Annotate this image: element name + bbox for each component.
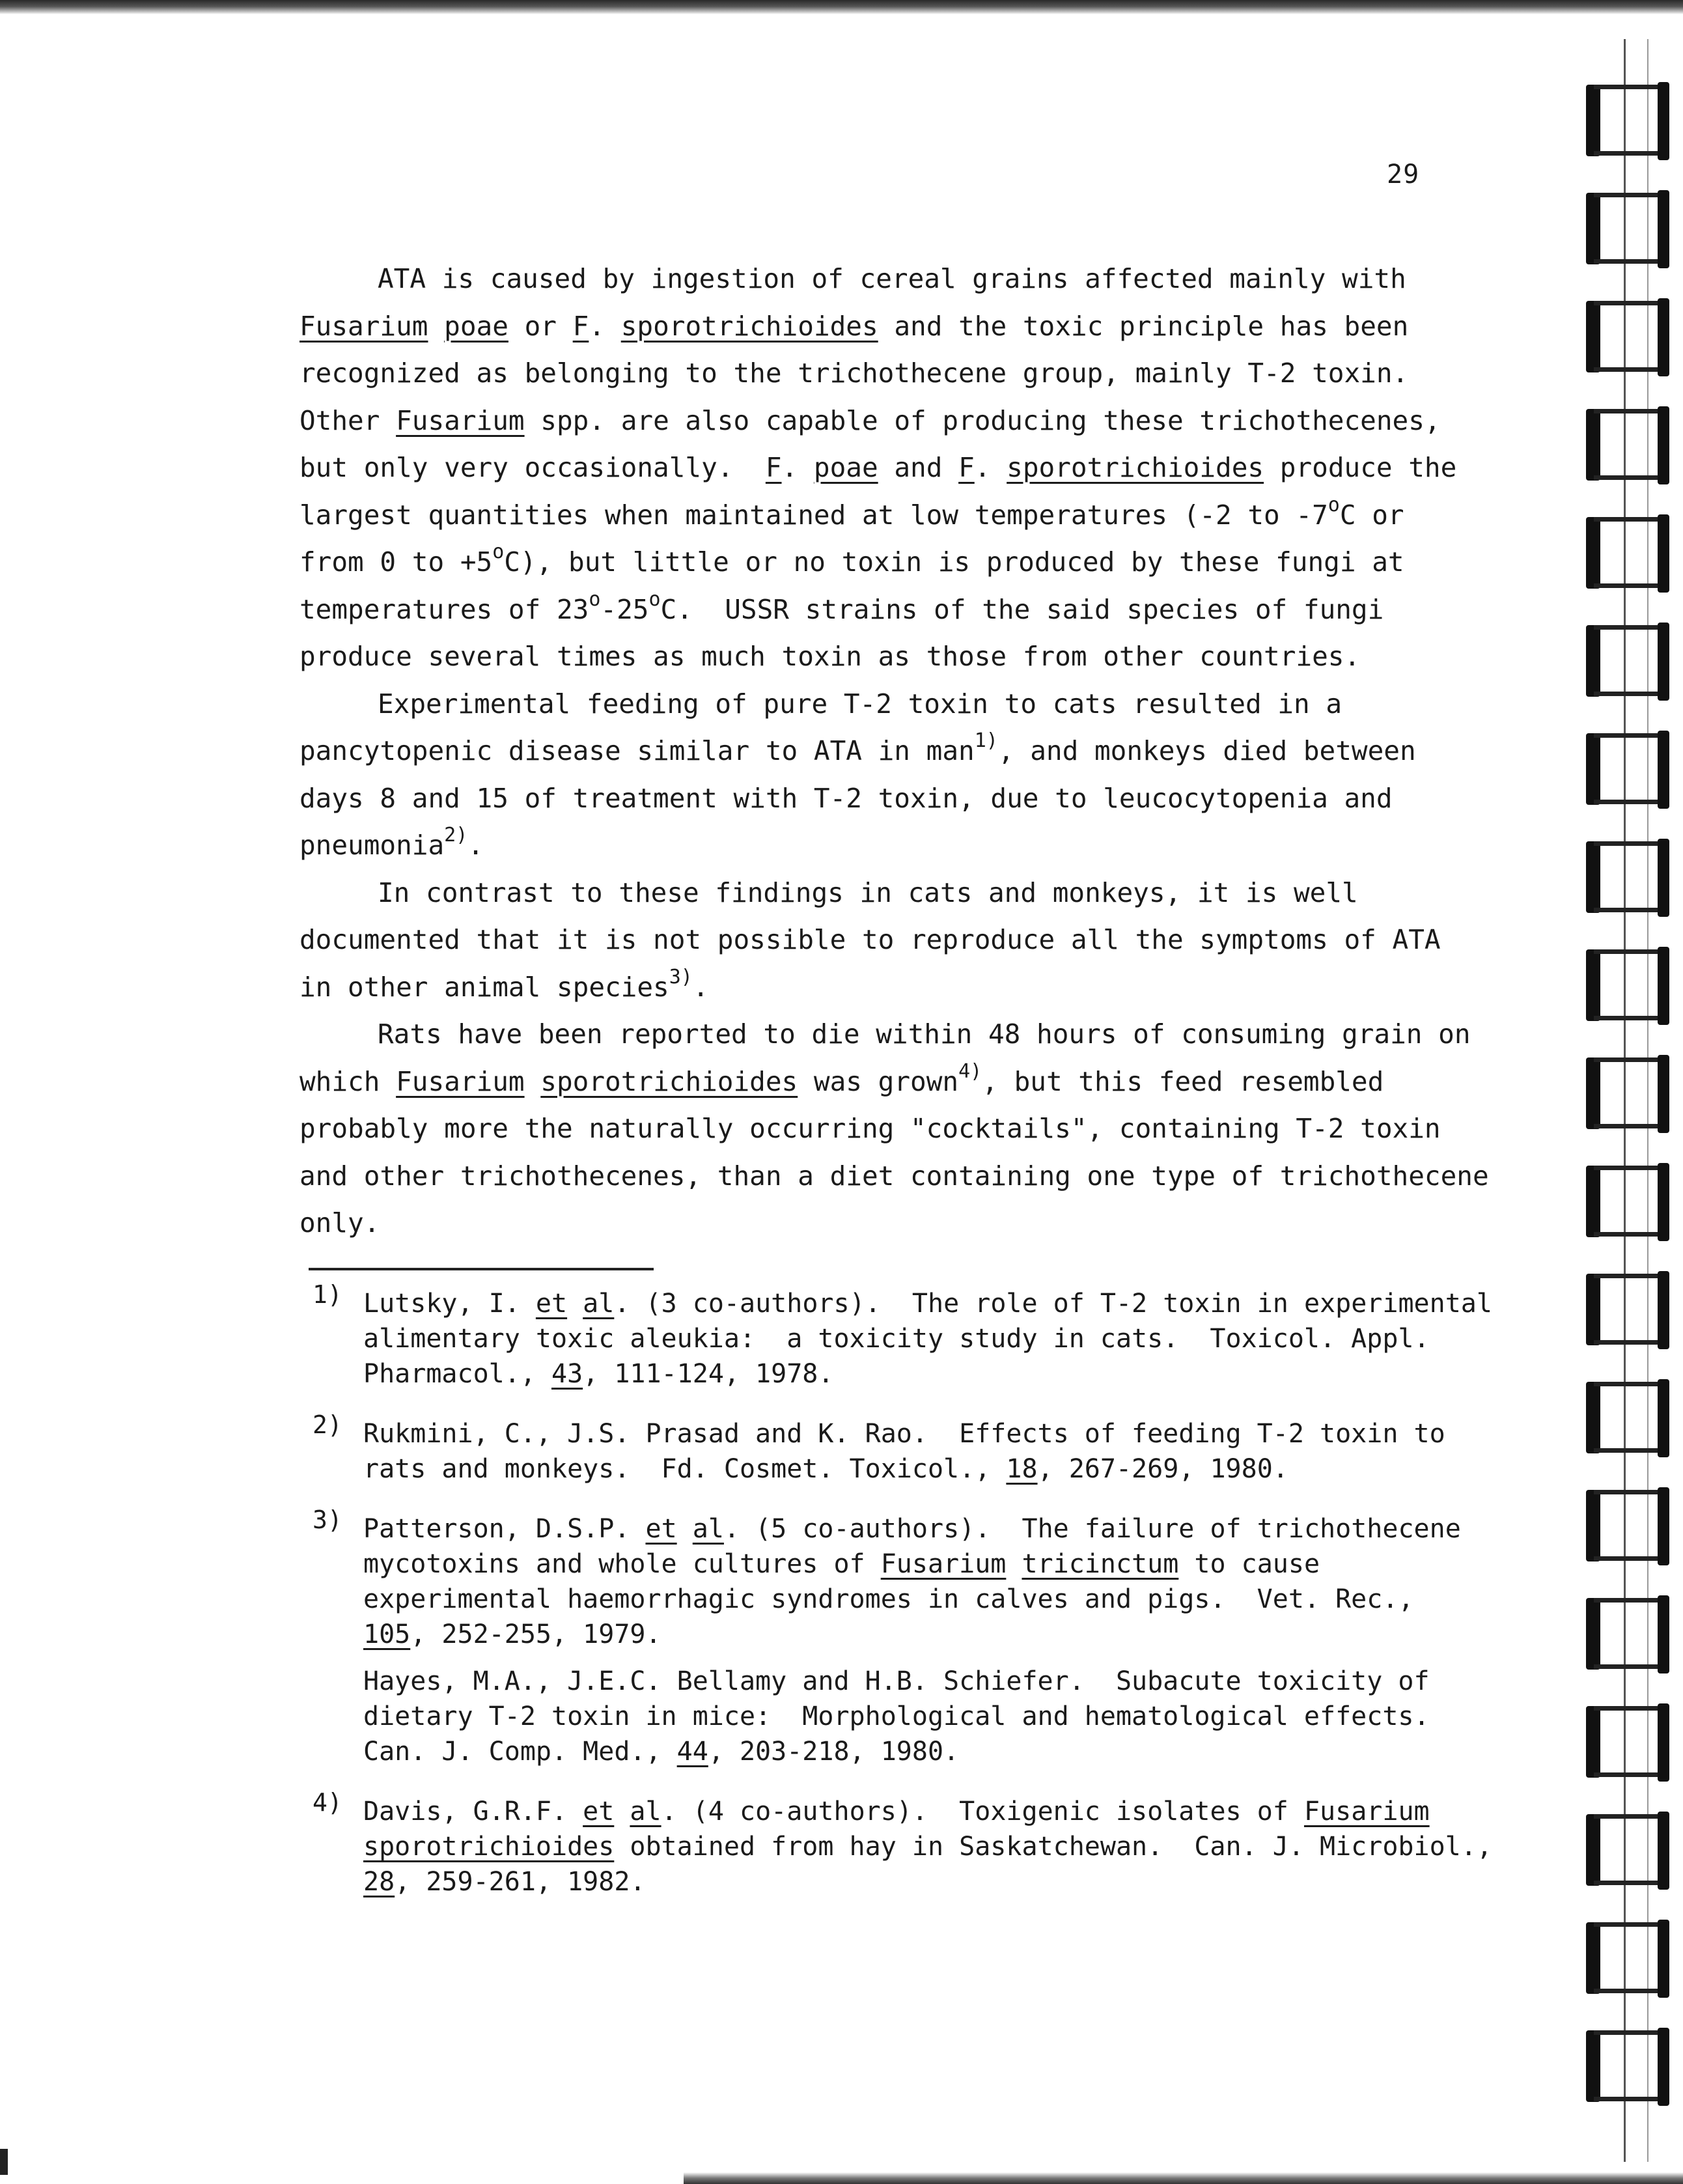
binding-ring (1582, 1700, 1673, 1784)
binding-ring-part (1594, 1772, 1665, 1777)
footnote-additional-reference (363, 1664, 1550, 1769)
binding-ring-part (1594, 2030, 1665, 2035)
binding-ring-part (1658, 731, 1669, 809)
text-line: largest quantities when maintained at low temperatures (-2 to -7$^o$C or (299, 493, 1404, 531)
footnote-line: alimentary toxic aleukia: a toxicity study in cats. Toxicol. Appl. (363, 1324, 1430, 1354)
binding-ring (1582, 1591, 1673, 1676)
text-line: probably more the naturally occurring "cocktails", containing T-2 toxin (299, 1113, 1441, 1144)
footnote-rule (309, 1268, 654, 1270)
binding-ring-part (1594, 800, 1665, 804)
text-line: temperatures of 23$^o$-25$^o$C. USSR strains of the said species of fungi (299, 587, 1384, 625)
text-line: recognized as belonging to the trichothecene group, mainly T-2 toxin. (299, 357, 1409, 389)
paragraph (299, 680, 1550, 869)
footnote-line: dietary T-2 toxin in mice: Morphological and hematological effects. (363, 1701, 1430, 1731)
text-line: In contrast to these findings in cats and monkeys, it is well (378, 876, 1358, 908)
binding-ring (1582, 1267, 1673, 1352)
footnote-marker: 2) (313, 1410, 342, 1439)
scan-edge-top (0, 0, 1683, 14)
footnote (313, 1280, 1550, 1392)
binding-ring-part (1594, 733, 1665, 738)
binding-ring-part (1658, 1055, 1669, 1133)
binding-ring-part (1594, 1706, 1665, 1711)
footnote-line: Rukmini, C., J.S. Prasad and K. Rao. Effects of feeding T-2 toxin to (363, 1419, 1445, 1449)
binding-ring-part (1586, 841, 1600, 913)
binding-ring-part (1594, 193, 1665, 197)
text-line: Other Fusarium spp. are also capable of producing these trichothecenes, (299, 404, 1441, 436)
binding-ring-part (1594, 1057, 1665, 1062)
binding-ring (1582, 1916, 1673, 2000)
binding-ring-part (1658, 947, 1669, 1025)
footnote-marker: 1) (313, 1280, 342, 1309)
binding-ring-part (1594, 259, 1665, 264)
binding-ring (1582, 1483, 1673, 1568)
binding-ring-part (1594, 1232, 1665, 1237)
binding-ring-part (1658, 1271, 1669, 1349)
binding-ring-part (1586, 301, 1600, 372)
footnote-line: 28, 259-261, 1982. (363, 1867, 646, 1897)
binding-ring-part (1586, 517, 1600, 589)
footnote-line: Lutsky, I. et al. (3 co-authors). The role of T-2 toxin in experimental (363, 1289, 1492, 1319)
scan-mark (0, 2149, 8, 2175)
footnote-line: Davis, G.R.F. et al. (4 co-authors). Toxigenic isolates of Fusarium (363, 1797, 1430, 1827)
binding-ring-part (1658, 190, 1669, 268)
binding-ring (1582, 619, 1673, 703)
footnote (313, 1410, 1550, 1487)
footnote (313, 1505, 1550, 1769)
binding-ring-part (1586, 1814, 1600, 1886)
binding-ring-part (1586, 1922, 1600, 1994)
text-line: which Fusarium sporotrichioides was grown$^{4)}$, but this feed resembled (299, 1059, 1384, 1097)
footnote-line: Hayes, M.A., J.E.C. Bellamy and H.B. Schiefer. Subacute toxicity of (363, 1666, 1430, 1696)
binding-ring-part (1658, 1920, 1669, 1998)
footnote-line: sporotrichioides obtained from hay in Saskatchewan. Can. J. Microbiol., (363, 1832, 1492, 1862)
binding-ring-part (1594, 949, 1665, 954)
binding-ring (1582, 2024, 1673, 2108)
binding-ring-part (1594, 1340, 1665, 1345)
binding-ring-part (1594, 1382, 1665, 1386)
binding-ring-part (1594, 475, 1665, 480)
binding-ring-part (1594, 1664, 1665, 1669)
binding-ring-part (1658, 1703, 1669, 1782)
page-number: 29 (1387, 160, 1420, 189)
text-line: from 0 to $+5^oC$), but little or no toxin is produced by these fungi at (299, 540, 1404, 578)
binding-ring-part (1594, 1598, 1665, 1603)
text-line: produce several times as much toxin as those from other countries. (299, 641, 1361, 672)
binding-ring-part (1594, 1814, 1665, 1819)
binding-ring (1582, 511, 1673, 595)
binding-ring-part (1586, 2030, 1600, 2102)
body-text (299, 255, 1550, 1247)
text-line: Rats have been reported to die within 48 hours of consuming grain on (378, 1018, 1471, 1050)
text-line: documented that it is not possible to reproduce all the symptoms of ATA (299, 924, 1441, 955)
binding-ring-part (1594, 85, 1665, 89)
binding-ring (1582, 943, 1673, 1028)
binding-ring-part (1586, 193, 1600, 264)
binding-ring-part (1594, 517, 1665, 522)
binding-ring (1582, 1051, 1673, 1136)
footnotes (313, 1280, 1550, 1924)
binding-ring-part (1594, 1490, 1665, 1494)
binding-ring-part (1594, 301, 1665, 305)
binding-ring-part (1586, 1598, 1600, 1670)
binding-ring-part (1594, 1989, 1665, 1993)
text-line: and other trichothecenes, than a diet containing one type of trichothecene (299, 1160, 1489, 1192)
binding-ring (1582, 186, 1673, 271)
binding-ring (1582, 1808, 1673, 1892)
binding-ring-part (1594, 908, 1665, 912)
binding-ring-part (1594, 151, 1665, 156)
text-line: only. (299, 1207, 380, 1239)
binding-ring-part (1594, 1124, 1665, 1128)
binding-ring-part (1658, 406, 1669, 484)
binding-ring-part (1658, 2028, 1669, 2106)
binding-ring (1582, 78, 1673, 163)
binding-ring-part (1658, 1595, 1669, 1673)
binding-ring-part (1594, 1274, 1665, 1278)
footnote-marker: 3) (313, 1505, 342, 1534)
binding-ring-part (1586, 949, 1600, 1021)
binding-ring (1582, 402, 1673, 487)
binding-ring (1582, 835, 1673, 919)
binding-ring (1582, 294, 1673, 379)
binding-ring-part (1658, 514, 1669, 593)
footnote-line: experimental haemorrhagic syndromes in calves and pigs. Vet. Rec., (363, 1584, 1414, 1614)
binding-ring-part (1658, 1379, 1669, 1457)
binding-ring (1582, 1375, 1673, 1460)
binding-ring (1582, 727, 1673, 811)
footnote (313, 1788, 1550, 1899)
binding-ring-part (1586, 1274, 1600, 1345)
footnote-marker: 4) (313, 1788, 342, 1817)
text-line: pancytopenic disease similar to ATA in man$^{1)}$, and monkeys died between (299, 729, 1416, 766)
binding-ring-part (1586, 1166, 1600, 1237)
binding-ring-part (1658, 1812, 1669, 1890)
binding-ring-part (1658, 839, 1669, 917)
binding-ring-part (1658, 298, 1669, 376)
paragraph (299, 1011, 1550, 1247)
footnote-line: Patterson, D.S.P. et al. (5 co-authors). The failure of trichothecene (363, 1514, 1461, 1544)
binding-ring-part (1594, 692, 1665, 696)
binding-ring-part (1594, 841, 1665, 846)
binding-ring-part (1658, 623, 1669, 701)
scan-edge-bottom (684, 2172, 1683, 2184)
binding-ring-part (1594, 625, 1665, 630)
text-line: but only very occasionally. F. poae and F. sporotrichioides produce the (299, 452, 1457, 483)
binding-ring-part (1586, 1490, 1600, 1561)
binding-ring-part (1594, 1448, 1665, 1453)
text-line: Fusarium poae or F. sporotrichioides and the toxic principle has been (299, 310, 1409, 342)
binding-ring-part (1594, 1922, 1665, 1927)
binding-ring-part (1594, 1556, 1665, 1561)
paragraph (299, 255, 1550, 680)
footnote-line: Can. J. Comp. Med., 44, 203-218, 1980. (363, 1737, 960, 1767)
binding-ring-part (1586, 409, 1600, 481)
footnote-line: 105, 252-255, 1979. (363, 1619, 661, 1649)
spiral-binding (1582, 39, 1680, 2162)
binding-ring-part (1586, 1057, 1600, 1129)
text-line: pneumonia$^{2)}$. (299, 824, 484, 861)
binding-ring-part (1658, 82, 1669, 160)
binding-ring-part (1594, 1881, 1665, 1885)
binding-ring-part (1594, 1016, 1665, 1020)
footnote-line: Pharmacol., 43, 111-124, 1978. (363, 1359, 834, 1389)
binding-ring-part (1586, 733, 1600, 805)
binding-ring-part (1594, 367, 1665, 372)
binding-ring-part (1586, 625, 1600, 697)
binding-ring-part (1594, 409, 1665, 413)
footnote-line: mycotoxins and whole cultures of Fusarium tricinctum to cause (363, 1549, 1320, 1579)
binding-ring-part (1658, 1163, 1669, 1241)
binding-ring-part (1594, 583, 1665, 588)
binding-ring (1582, 1159, 1673, 1244)
text-line: Experimental feeding of pure T-2 toxin to cats resulted in a (378, 688, 1342, 720)
paragraph (299, 869, 1550, 1011)
binding-ring-part (1594, 2097, 1665, 2101)
text-line: ATA is caused by ingestion of cereal grains affected mainly with (378, 263, 1406, 294)
binding-ring-part (1586, 1706, 1600, 1778)
binding-ring-part (1586, 1382, 1600, 1453)
binding-ring-part (1586, 85, 1600, 156)
text-line: days 8 and 15 of treatment with T-2 toxin, due to leucocytopenia and (299, 782, 1393, 814)
footnote-line: rats and monkeys. Fd. Cosmet. Toxicol., 18, 267-269, 1980. (363, 1454, 1288, 1484)
binding-ring-part (1658, 1487, 1669, 1565)
binding-ring-part (1594, 1166, 1665, 1170)
text-line: in other animal species$^{3)}$. (299, 965, 709, 1003)
